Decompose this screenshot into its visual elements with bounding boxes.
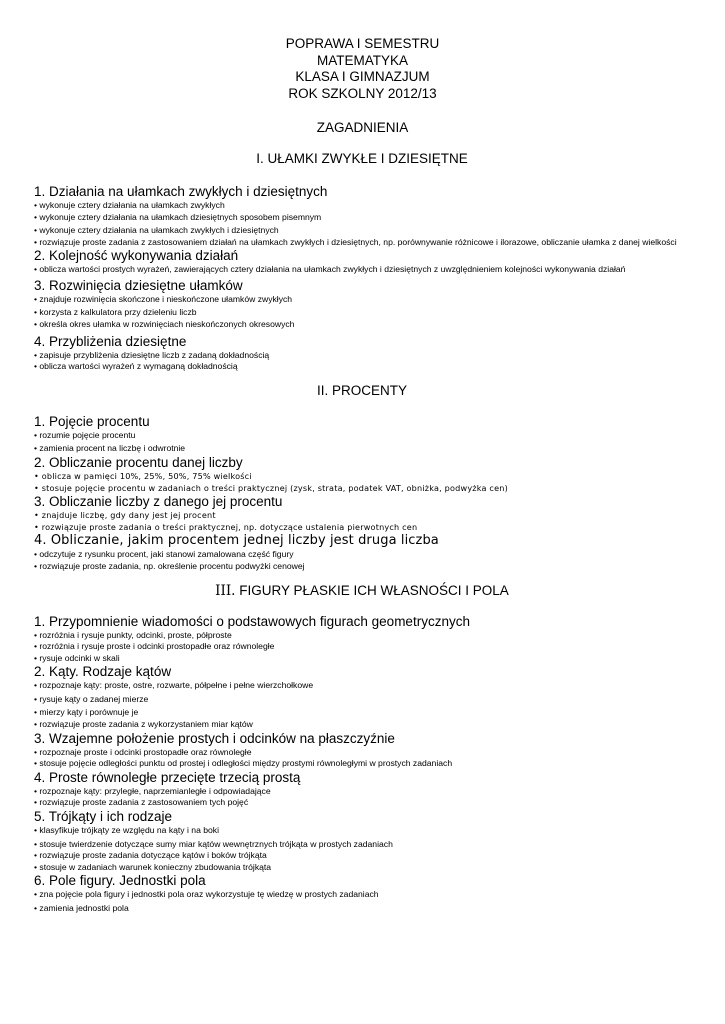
list-item: • stosuje pojęcie procentu w zadaniach o treści praktycznej (zysk, strata, podatek VAT, obniżka, podwyżka cen) [34, 482, 508, 493]
topic-title: 4. Przybliżenia dziesiętne [34, 333, 187, 349]
list-item: • rozwiązuje proste zadania dotyczące kątów i boków trójkąta [34, 850, 267, 861]
topic-title: 4. Obliczanie, jakim procentem jednej liczby jest druga liczba [34, 533, 439, 549]
list-item: • korzysta z kalkulatora przy dzieleniu liczb [34, 307, 197, 318]
list-item: • stosuje w zadaniach warunek konieczny zbudowania trójkąta [34, 861, 272, 872]
topic-title: 1. Pojęcie procentu [34, 413, 150, 429]
list-item: • rozwiązuje proste zadania, np. określenie procentu podwyżki cenowej [34, 560, 305, 571]
section-number: III. [215, 582, 236, 599]
topic-title: 5. Trójkąty i ich rodzaje [34, 809, 173, 825]
list-item: • rozpoznaje kąty: proste, ostre, rozwarte, półpełne i pełne wierzchołkowe [34, 680, 314, 691]
list-item: • stosuje pojęcie odległości punktu od prostej i odległości między prostymi równoległymi w prostych zadaniach [34, 758, 453, 769]
list-item: • rozpoznaje proste i odcinki prostopadłe oraz równoległe [34, 746, 252, 757]
header-line-3: KLASA I GIMNAZJUM [295, 69, 430, 84]
header-line-4: ROK SZKOLNY 2012/13 [288, 85, 437, 101]
list-item: • rozwiązuje proste zadania o treści praktycznej, np. dotyczące ustalenia pierwotnych cen [34, 521, 418, 532]
header-line-1: POPRAWA I SEMESTRU [285, 36, 440, 51]
list-item: • rysuje kąty o zadanej mierze [34, 693, 149, 704]
list-item: • rozpoznaje kąty: przyległe, naprzemianległe i odpowiadające [34, 785, 271, 796]
header-line-2: MATEMATYKA [316, 52, 408, 68]
list-item: • znajduje rozwinięcia skończone i nieskończone ułamków zwykłych [34, 293, 293, 304]
list-item: • zamienia jednostki pola [34, 903, 129, 913]
list-item: • rozwiązuje proste zadania z zastosowaniem tych pojęć [34, 797, 249, 808]
topic-title: 2. Obliczanie procentu danej liczby [34, 454, 243, 470]
list-item: • klasyfikuje trójkąty ze względu na kąty i na boki [34, 825, 219, 836]
list-item: • znajduje liczbę, gdy dany jest jej procent [34, 510, 216, 521]
list-item: • określa okres ułamka w rozwinięciach nieskończonych okresowych [34, 318, 295, 329]
list-item: • zapisuje przybliżenia dziesiętne liczb z zadaną dokładnością [34, 349, 270, 360]
section-title-text: FIGURY PŁASKIE ICH WŁASNOŚCI I POLA [235, 582, 509, 598]
list-item: • stosuje twierdzenie dotyczące sumy miar kątów wewnętrznych trójkąta w prostych zadaniach [34, 838, 393, 849]
topic-title: 3. Obliczanie liczby z danego jej procentu [34, 494, 283, 510]
list-item: • rozróżnia i rysuje punkty, odcinki, proste, półproste [34, 629, 232, 640]
list-item: • oblicza wartości prostych wyrażeń, zawierających cztery działania na ułamkach zwykłych i dziesiętnych z uwzględnieniem kolejności wykonywania działań [34, 263, 626, 274]
list-item: • zna pojęcie pola figury i jednostki pola oraz wykorzystuje tę wiedzę w prostych zadaniach [34, 889, 379, 900]
topic-title: 1. Działania na ułamkach zwykłych i dziesiętnych [34, 184, 328, 199]
topic-title: 3. Rozwinięcia dziesiętne ułamków [34, 277, 243, 293]
list-item: • rysuje odcinki w skali [34, 652, 120, 663]
list-item: • wykonuje cztery działania na ułamkach zwykłych [34, 200, 225, 210]
list-item: • oblicza w pamięci 10%, 25%, 50%, 75% wielkości [34, 470, 252, 481]
topic-title: 4. Proste równoległe przecięte trzecią prostą [34, 769, 301, 785]
topic-title: 2. Kolejność wykonywania działań [34, 247, 239, 263]
list-item: • rozróżnia i rysuje proste i odcinki prostopadłe oraz równoległe [34, 641, 275, 652]
list-item: • zamienia procent na liczbę i odwrotnie [34, 443, 186, 454]
list-item: • rozwiązuje proste zadania z wykorzystaniem miar kątów [34, 719, 253, 730]
section-title-2: II. PROCENTY [316, 382, 407, 398]
list-item: • mierzy kąty i porównuje je [34, 707, 139, 718]
list-item: • wykonuje cztery działania na ułamkach zwykłych i dziesiętnych [34, 225, 279, 236]
topic-title: 2. Kąty. Rodzaje kątów [34, 664, 172, 680]
topic-title: 6. Pole figury. Jednostki pola [34, 873, 206, 889]
section-title-1: I. UŁAMKI ZWYKŁE I DZIESIĘTNE [256, 151, 468, 166]
topic-title: 1. Przypomnienie wiadomości o podstawowych figurach geometrycznych [34, 613, 470, 629]
topic-title: 3. Wzajemne położenie prostych i odcinków na płaszczyźnie [34, 730, 395, 746]
list-item: • oblicza wartości wyrażeń z wymaganą dokładnością [34, 361, 238, 372]
list-item: • wykonuje cztery działania na ułamkach dziesiętnych sposobem pisemnym [34, 211, 322, 222]
document-header [0, 36, 725, 102]
zagadnienia-heading: ZAGADNIENIA [316, 120, 409, 135]
list-item: • odczytuje z rysunku procent, jaki stanowi zamalowana część figury [34, 549, 294, 560]
list-item: • rozwiązuje proste zadania z zastosowaniem działań na ułamkach zwykłych i dziesiętnych, np. porównywanie różnicowe i ilorazowe, obliczanie ułamka z danej wielkości [34, 236, 677, 247]
section-title-3 [34, 582, 690, 600]
content-body [34, 150, 690, 915]
list-item: • rozumie pojęcie procentu [34, 429, 136, 440]
